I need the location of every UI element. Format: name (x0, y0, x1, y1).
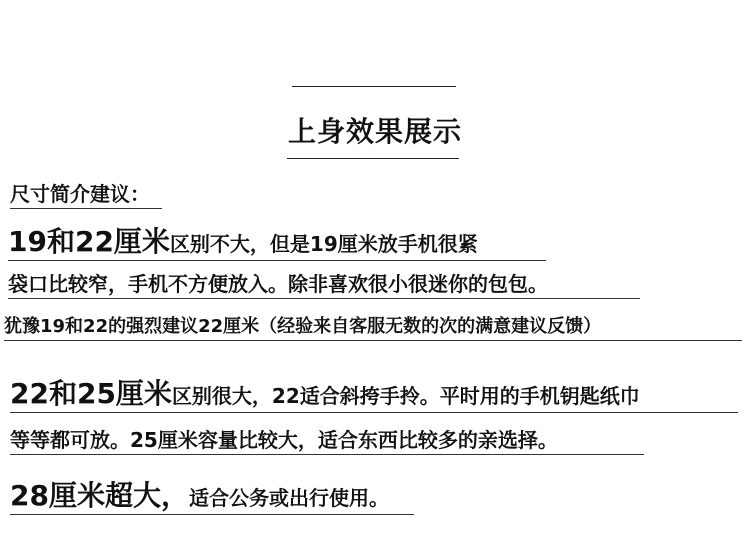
size-note-28 (10, 479, 414, 515)
page-title: 上身效果展示 (287, 115, 462, 148)
size-highlight-28: 28厘米超大， (10, 479, 189, 512)
size-note-22-25 (10, 377, 738, 413)
title-top-rule (292, 86, 456, 87)
size-note-22-25-text: 区别很大，22适合斜挎手拎。平时用的手机钥匙纸巾 (171, 384, 640, 408)
size-note-28-text: 适合公务或出行使用。 (188, 486, 389, 510)
size-highlight-22-25: 22和25厘米 (10, 377, 172, 410)
size-recommendation-22: 犹豫19和22的强烈建议22厘米（经验来自客服无数的次的满意建议反馈） (4, 318, 742, 341)
size-note-19-22-continued: 袋口比较窄，手机不方便放入。除非喜欢很小很迷你的包包。 (8, 274, 640, 299)
size-note-22-25-continued: 等等都可放。25厘米容量比较大，适合东西比较多的亲选择。 (10, 430, 644, 455)
size-note-19-22 (8, 225, 546, 261)
size-highlight-19-22: 19和22厘米 (8, 225, 170, 258)
title-bottom-rule (287, 158, 459, 159)
section-label: 尺寸简介建议： (10, 184, 162, 209)
size-note-19-22-text: 区别不大，但是19厘米放手机很紧 (169, 232, 478, 256)
